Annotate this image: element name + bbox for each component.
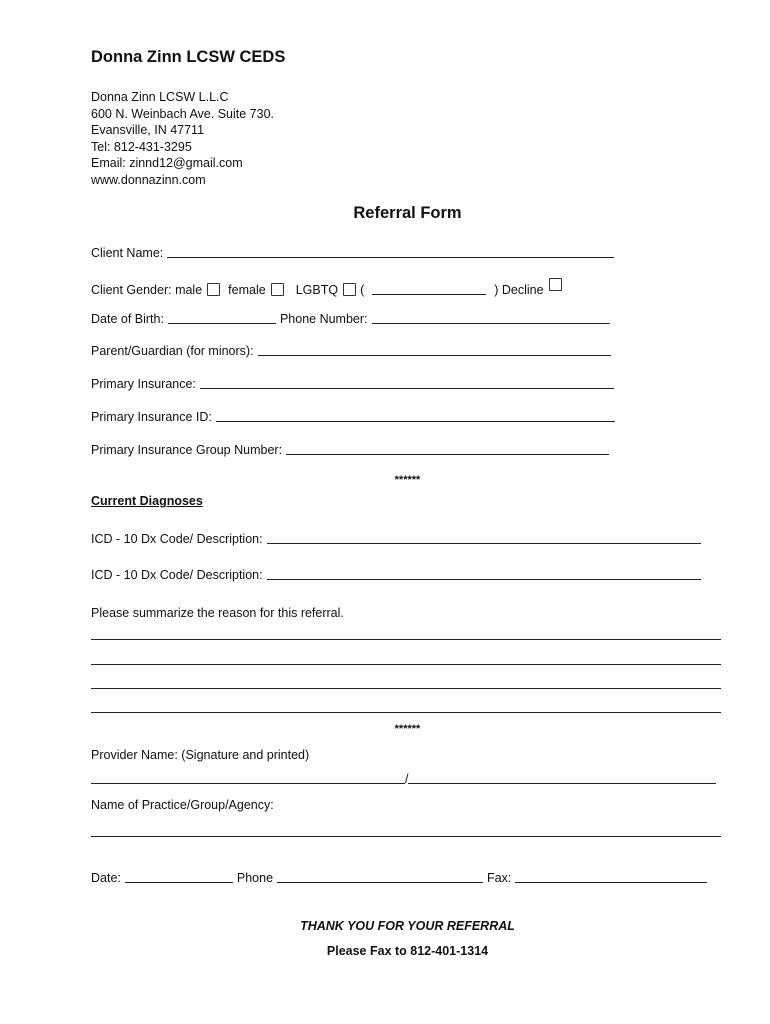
- date-label: Date:: [91, 871, 121, 885]
- date-field[interactable]: [125, 881, 233, 883]
- phone-field[interactable]: [277, 881, 483, 883]
- provider-signature-field[interactable]: [91, 782, 405, 784]
- fax-field[interactable]: [515, 881, 707, 883]
- address-line-website: www.donnazinn.com: [91, 172, 206, 187]
- summary-line-3[interactable]: [91, 688, 721, 689]
- date-phone-fax-row: [91, 871, 707, 885]
- decline-label: ) Decline: [494, 283, 544, 297]
- parent-guardian-field[interactable]: [258, 354, 611, 356]
- section-separator: ******: [394, 474, 421, 486]
- provider-label-row: [91, 748, 309, 762]
- gender-label: Client Gender: male: [91, 283, 203, 297]
- address-line-practice: Donna Zinn LCSW L.L.C: [91, 90, 229, 104]
- summary-label: Please summarize the reason for this referral.: [91, 606, 344, 620]
- practice-label-row: [91, 798, 274, 812]
- icd-field-2[interactable]: [267, 578, 701, 580]
- phone-label: Phone: [236, 871, 274, 885]
- dob-phone-row: [91, 312, 610, 326]
- address-line-street: 600 N. Weinbach Ave. Suite 730.: [91, 106, 274, 121]
- lgbtq-checkbox[interactable]: [343, 283, 356, 296]
- male-checkbox[interactable]: [207, 283, 220, 296]
- fax-label: Fax:: [487, 871, 512, 885]
- female-checkbox[interactable]: [271, 283, 284, 296]
- form-title: Referral Form: [353, 204, 462, 222]
- primary-insurance-group-field[interactable]: [286, 453, 609, 455]
- decline-checkbox[interactable]: [549, 278, 562, 291]
- primary-insurance-id-label: Primary Insurance ID:: [91, 410, 212, 424]
- fax-instruction: Please Fax to 812-401-1314: [326, 944, 489, 958]
- practice-field[interactable]: [91, 836, 721, 837]
- parent-guardian-row: [91, 344, 611, 358]
- parent-guardian-label: Parent/Guardian (for minors):: [91, 344, 254, 358]
- provider-label: Provider Name: (Signature and printed): [91, 748, 310, 762]
- provider-signature-row: [91, 772, 716, 786]
- summary-line-2[interactable]: [91, 664, 721, 665]
- icd-row-2: [91, 568, 701, 582]
- primary-insurance-id-row: [91, 410, 615, 424]
- thank-you-note: THANK YOU FOR YOUR REFERRAL: [300, 919, 515, 933]
- phone-number-field[interactable]: [372, 322, 610, 324]
- primary-insurance-row: [91, 377, 614, 391]
- phone-number-label: Phone Number:: [279, 312, 368, 326]
- female-label: female: [228, 283, 266, 297]
- client-gender-row: [91, 278, 566, 297]
- client-name-row: [91, 246, 614, 260]
- summary-line-1[interactable]: [91, 639, 721, 640]
- gender-open-paren: (: [360, 283, 365, 297]
- address-line-city: Evansville, IN 47711: [91, 123, 205, 137]
- practice-label: Name of Practice/Group/Agency:: [91, 798, 274, 812]
- provider-slash: /: [405, 772, 409, 786]
- primary-insurance-group-row: [91, 443, 609, 457]
- summary-label-row: [91, 606, 344, 620]
- address-line-phone: Tel: 812-431-3295: [91, 139, 192, 154]
- client-name-label: Client Name:: [91, 246, 164, 260]
- primary-insurance-id-field[interactable]: [216, 420, 615, 422]
- icd-field-1[interactable]: [267, 542, 701, 544]
- lgbtq-label: LGBTQ: [295, 283, 339, 297]
- icd-label-2: ICD - 10 Dx Code/ Description:: [91, 568, 263, 582]
- summary-line-4[interactable]: [91, 712, 721, 713]
- icd-label-1: ICD - 10 Dx Code/ Description:: [91, 532, 263, 546]
- dob-field[interactable]: [168, 322, 276, 324]
- section-separator-2: ******: [394, 723, 421, 735]
- client-name-field[interactable]: [167, 256, 614, 258]
- dob-label: Date of Birth:: [91, 312, 164, 326]
- gender-other-field[interactable]: [372, 293, 486, 295]
- provider-printed-field[interactable]: [408, 782, 716, 784]
- primary-insurance-group-label: Primary Insurance Group Number:: [91, 443, 283, 457]
- primary-insurance-label: Primary Insurance:: [91, 377, 196, 391]
- practice-title: Donna Zinn LCSW CEDS: [91, 48, 286, 66]
- primary-insurance-field[interactable]: [200, 387, 614, 389]
- diagnoses-heading: Current Diagnoses: [91, 494, 203, 508]
- address-line-email: Email: zinnd12@gmail.com: [91, 156, 243, 170]
- icd-row-1: [91, 532, 701, 546]
